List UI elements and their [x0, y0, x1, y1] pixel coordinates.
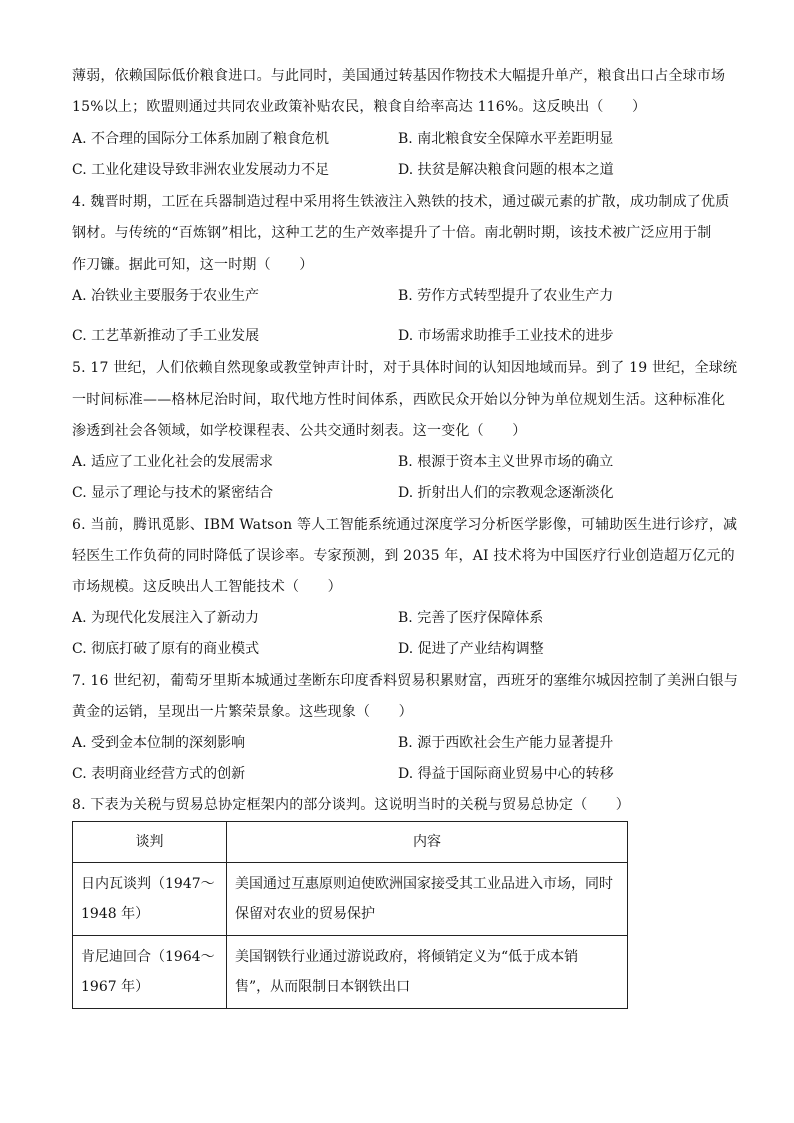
- q4-option-c: C. 工艺革新推动了手工业发展: [72, 328, 260, 344]
- q6-option-b: B. 完善了医疗保障体系: [398, 610, 544, 626]
- cell-line: 售”，从而限制日本钢铁出口: [235, 979, 411, 995]
- q7-option-b: B. 源于西欧社会生产能力显著提升: [398, 735, 614, 751]
- q7-stem-line-2: 黄金的运销，呈现出一片繁荣景象。这些现象（ ）: [72, 704, 413, 720]
- q6-stem-line-1: 6. 当前，腾讯觅影、IBM Watson 等人工智能系统通过深度学习分析医学影像，可辅助医生进行诊疗，减: [72, 517, 738, 533]
- q4-stem-line-2: 钢材。与传统的“百炼钢”相比，这种工艺的生产效率提升了十倍。南北朝时期，该技术被广泛应用于制: [72, 225, 712, 241]
- q5-option-c: C. 显示了理论与技术的紧密结合: [72, 485, 274, 501]
- q6-option-c: C. 彻底打破了原有的商业模式: [72, 641, 260, 657]
- q3-option-d: D. 扶贫是解决粮食问题的根本之道: [398, 162, 614, 178]
- q7-option-d: D. 得益于国际商业贸易中心的转移: [398, 766, 614, 782]
- q5-option-a: A. 适应了工业化社会的发展需求: [72, 454, 274, 470]
- cell-line: 肯尼迪回合（1964～: [81, 949, 215, 965]
- q5-option-b: B. 根源于资本主义世界市场的确立: [398, 454, 614, 470]
- cell-line: 保留对农业的贸易保护: [235, 906, 375, 922]
- cell-line: 美国钢铁行业通过游说政府，将倾销定义为“低于成本销: [235, 949, 579, 965]
- q3-option-b: B. 南北粮食安全保障水平差距明显: [398, 131, 614, 147]
- table-row: [73, 863, 628, 936]
- table-row: [73, 936, 628, 1009]
- q7-stem-line-1: 7. 16 世纪初，葡萄牙里斯本城通过垄断东印度香料贸易积累财富，西班牙的塞维尔城因控制了美洲白银与: [72, 673, 739, 689]
- q6-option-d: D. 促进了产业结构调整: [398, 641, 544, 657]
- q3-option-a: A. 不合理的国际分工体系加剧了粮食危机: [72, 131, 330, 147]
- cell-line: 1967 年）: [81, 979, 150, 995]
- q4-option-b: B. 劳作方式转型提升了农业生产力: [398, 288, 614, 304]
- table-cell-negotiation: [73, 863, 227, 936]
- q4-option-d: D. 市场需求助推手工业技术的进步: [398, 328, 614, 344]
- table-header-row: [73, 822, 628, 863]
- q7-option-c: C. 表明商业经营方式的创新: [72, 766, 246, 782]
- q4-option-a: A. 冶铁业主要服务于农业生产: [72, 288, 260, 304]
- q6-stem-line-2: 轻医生工作负荷的同时降低了误诊率。专家预测，到 2035 年，AI 技术将为中国医疗行业创造超万亿元的: [72, 548, 735, 564]
- cell-line: 1948 年）: [81, 906, 150, 922]
- cell-line: 日内瓦谈判（1947～: [81, 876, 215, 892]
- gatt-negotiations-table: [72, 821, 628, 1009]
- q5-stem-line-3: 渗透到社会各领域，如学校课程表、公共交通时刻表。这一变化（ ）: [72, 423, 527, 439]
- q5-stem-line-1: 5. 17 世纪，人们依赖自然现象或教堂钟声计时，对于具体时间的认知因地域而异。到了 19 世纪，全球统: [72, 360, 738, 376]
- q4-stem-line-1: 4. 魏晋时期，工匠在兵器制造过程中采用将生铁液注入熟铁的技术，通过碳元素的扩散，成功制成了优质: [72, 194, 730, 210]
- table-cell-content: [227, 936, 628, 1009]
- q3-option-c: C. 工业化建设导致非洲农业发展动力不足: [72, 162, 330, 178]
- q3-stem-line-1: 薄弱，依赖国际低价粮食进口。与此同时，美国通过转基因作物技术大幅提升单产，粮食出口占全球市场: [72, 68, 726, 84]
- cell-line: 美国通过互惠原则迫使欧洲国家接受其工业品进入市场，同时: [235, 876, 613, 892]
- table-header-negotiation: 谈判: [73, 822, 227, 863]
- q5-option-d: D. 折射出人们的宗教观念逐渐淡化: [398, 485, 614, 501]
- q5-stem-line-2: 一时间标准——格林尼治时间，取代地方性时间体系，西欧民众开始以分钟为单位规划生活。这种标准化: [72, 392, 726, 408]
- q4-stem-line-3: 作刀镰。据此可知，这一时期（ ）: [72, 257, 314, 273]
- table-cell-content: [227, 863, 628, 936]
- q3-stem-line-2: 15%以上；欧盟则通过共同农业政策补贴农民，粮食自给率高达 116%。这反映出（ ）: [72, 99, 647, 115]
- q7-option-a: A. 受到金本位制的深刻影响: [72, 735, 246, 751]
- q8-stem-line-1: 8. 下表为关税与贸易总协定框架内的部分谈判。这说明当时的关税与贸易总协定（ ）: [72, 797, 631, 813]
- table-header-content: 内容: [227, 822, 628, 863]
- table-cell-negotiation: [73, 936, 227, 1009]
- q6-stem-line-3: 市场规模。这反映出人工智能技术（ ）: [72, 579, 342, 595]
- q6-option-a: A. 为现代化发展注入了新动力: [72, 610, 260, 626]
